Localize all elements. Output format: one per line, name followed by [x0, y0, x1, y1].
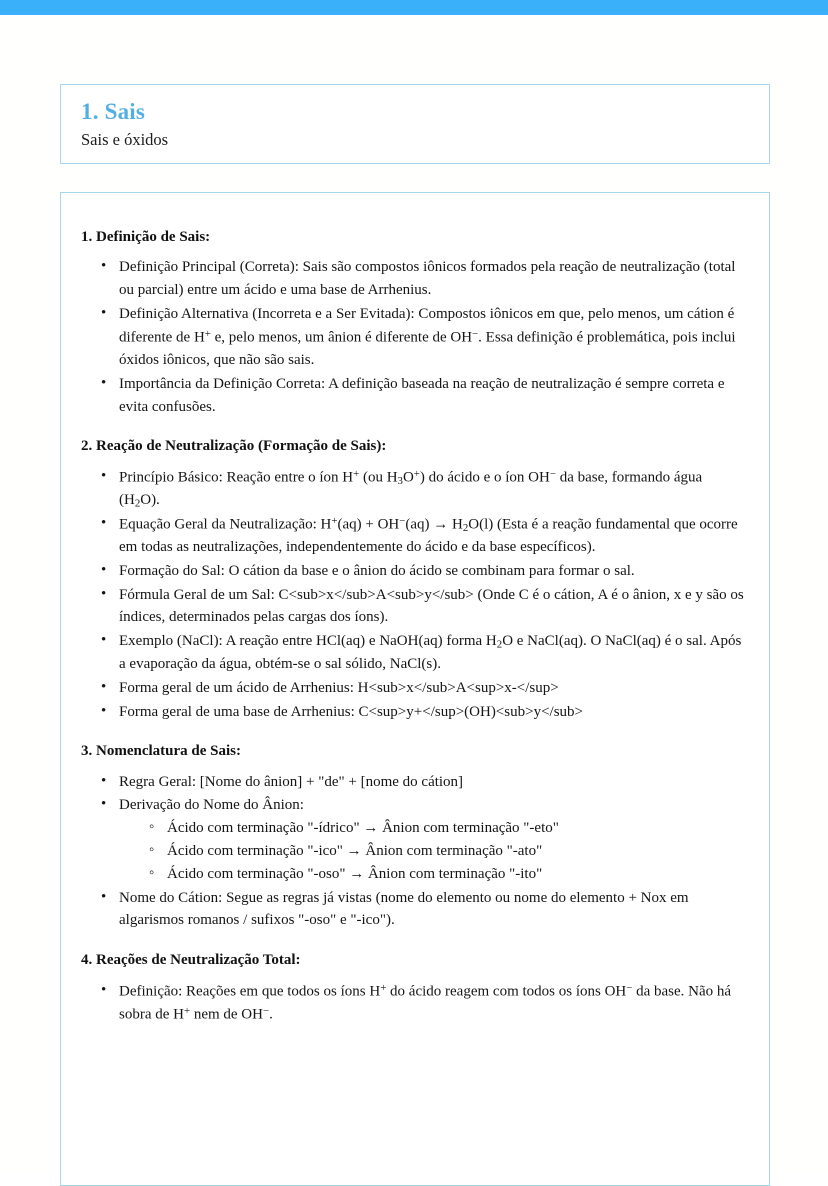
list-item: • Fórmula Geral de um Sal: C<sub>x</sub>A<sub>y</sub> (Onde C é o cátion, A é o ânion, x e y são os índices, determinados pelas cargas dos íons).	[99, 584, 745, 630]
section-3-bullet-list	[81, 771, 745, 933]
list-item	[99, 794, 745, 885]
page-title: 1. Sais	[81, 99, 146, 124]
list-item: • Definição: Reações em que todos os íons H+ do ácido reagem com todos os íons OH− da base. Não há sobra de H+ nem de OH−.	[99, 980, 745, 1027]
list-item: • Nome do Cátion: Segue as regras já vistas (nome do elemento ou nome do elemento + Nox em algarismos romanos / sufixos "-oso" e "-ico").	[99, 887, 745, 933]
anion-derivation-sub-list	[119, 817, 745, 885]
document-header-card	[60, 84, 770, 164]
top-accent-bar	[0, 0, 828, 15]
section-heading-2: 2. Reação de Neutralização (Formação de Sais):	[81, 438, 387, 455]
section-4-bullet-list	[81, 980, 745, 1027]
list-item: • Importância da Definição Correta: A definição baseada na reação de neutralização é sempre correta e evita confusões.	[99, 373, 745, 419]
list-item: ◦ Ácido com terminação "-ico" → Ânion com terminação "-ato"	[147, 840, 745, 863]
section-heading-3: 3. Nomenclatura de Sais:	[81, 743, 241, 760]
list-item: • Definição Principal (Correta): Sais são compostos iônicos formados pela reação de neutralização (total ou parcial) entre um ácido e uma base de Arrhenius.	[99, 256, 745, 302]
section-heading-4: 4. Reações de Neutralização Total:	[81, 952, 301, 969]
list-item: • Forma geral de um ácido de Arrhenius: H<sub>x</sub>A<sup>x-</sup>	[99, 677, 745, 700]
list-item: • Regra Geral: [Nome do ânion] + "de" + [nome do cátion]	[99, 771, 745, 794]
list-item: • Forma geral de uma base de Arrhenius: C<sup>y+</sup>(OH)<sub>y</sub>	[99, 701, 745, 724]
list-item: • Princípio Básico: Reação entre o íon H+ (ou $H_3O^+$) do ácido e o íon OH− da base, formando água $(H_2O)$.	[99, 466, 745, 512]
section-2-bullet-list	[81, 466, 745, 724]
page-subtitle: Sais e óxidos	[81, 130, 169, 150]
document-page	[0, 15, 828, 1171]
list-item: ◦ Ácido com terminação "-ídrico" → Ânion com terminação "-eto"	[147, 817, 745, 840]
list-item: • Equação Geral da Neutralização: $H^+(aq) + OH^-(aq) \to H_2O(l)$ (Esta é a reação fundamental que ocorre em todas as neutralizações, independentemente do ácido e da base específicos).	[99, 513, 745, 559]
section-1-bullet-list	[81, 256, 745, 418]
list-item: ◦ Ácido com terminação "-oso" → Ânion com terminação "-ito"	[147, 863, 745, 886]
list-item: • Formação do Sal: O cátion da base e o ânion do ácido se combinam para formar o sal.	[99, 560, 745, 583]
list-item-label: Derivação do Nome do Ânion:	[119, 797, 304, 814]
list-item: • Exemplo (NaCl): A reação entre HCl(aq) e NaOH(aq) forma $H_2O$ e NaCl(aq). O NaCl(aq) é o sal. Após a evaporação da água, obtém-se o sal sólido, NaCl(s).	[99, 630, 745, 676]
document-content-card	[60, 192, 770, 1186]
list-item: • Definição Alternativa (Incorreta e a Ser Evitada): Compostos iônicos em que, pelo menos, um cátion é diferente de H+ e, pelo menos, um ânion é diferente de OH−. Essa definição é problemática, pois inclui óxidos iônicos, que não são sais.	[99, 303, 745, 372]
section-heading-1: 1. Definição de Sais:	[81, 229, 211, 245]
